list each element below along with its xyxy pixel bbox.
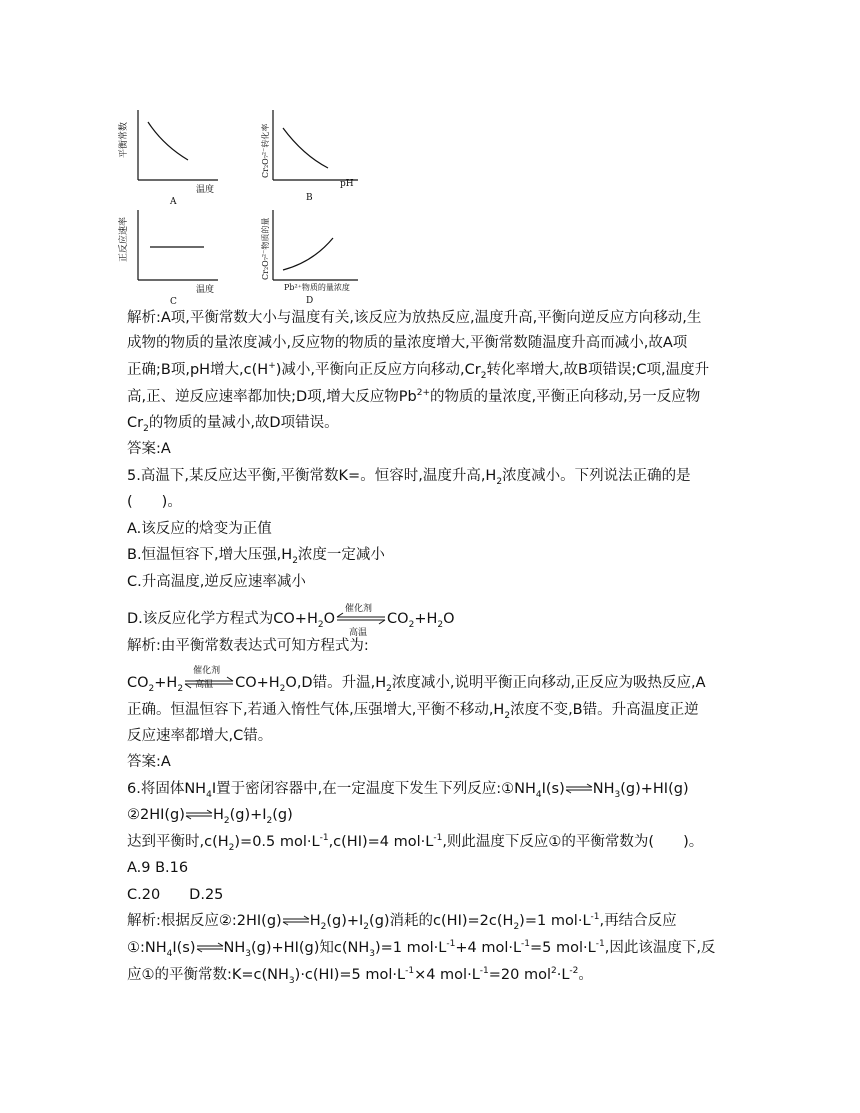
analysis4-line4: 高,正、逆反应速率都加快;D项,增大反应物$Pb^{2+}$的物质的量浓度,平衡正向移动,另一反应物: [127, 388, 701, 405]
answer5: 答案:A: [127, 754, 171, 770]
q6-stem-line3: 达到平衡时$,c(H_2)=0.5$ $mol\cdot L^{-1},c(HI)=4$ $mol\cdot L^{-1}$,则此温度下反应①的平衡常数为( )。: [127, 833, 704, 853]
figure-graphs: [118, 100, 368, 308]
q5-option-b: B.恒温恒容下,增大压强$,H_2$浓度一定减小: [127, 547, 385, 566]
q5-stem-line1: 5.高温下,某反应达平衡,平衡常数K=。恒容时,温度升高$,H_2$浓度减小。下列说法正确的是: [127, 468, 691, 487]
equilibrium-arrow-icon: 催化剂 高温: [335, 610, 387, 628]
graph-a-ylabel: 平衡常数: [119, 121, 129, 158]
q6-stem-line2: ②2HI(g) $H_2(g)+I_2(g)$: [127, 807, 293, 826]
graphs-svg: [118, 100, 368, 308]
graph-c: [118, 210, 218, 307]
graph-c-caption: C: [170, 297, 177, 307]
analysis4-line5: $Cr_2$的物质的量减小,故D项错误。: [127, 415, 339, 434]
graph-c-xlabel: 温度: [196, 285, 215, 295]
q6-analysis-line1: 解析:根据反应②:2HI(g) $H_2(g)+I_2(g)$消耗的$c(HI)=2c(H_2)=1$ $mol\cdot L^{-1}$,再结合反应: [127, 912, 677, 932]
q5-option-c: C.升高温度,逆反应速率减小: [127, 574, 306, 590]
curve-a: [148, 122, 188, 160]
graph-d: [260, 210, 358, 306]
curve-b: [283, 128, 328, 168]
graph-d-caption: D: [306, 296, 314, 306]
analysis4-line3: 正确;B项,pH增大,c(H+)减小,平衡向正反应方向移动$,Cr_2$转化率增大,故B项错误;C项,温度升: [127, 361, 710, 381]
graph-d-ylabel: Cr₂O₇²⁻物质的量: [261, 217, 270, 280]
equilibrium-arrow-icon: [196, 941, 224, 955]
graph-a-caption: A: [170, 197, 177, 207]
equilibrium-arrow-icon: [185, 808, 213, 822]
analysis4-line2: 成物的物质的量浓度减小,反应物的物质的量浓度增大,平衡常数随温度升高而减小,故A项: [127, 335, 688, 351]
graph-b-caption: B: [306, 193, 313, 203]
q5-option-a: A.该反应的焓变为正值: [127, 521, 272, 537]
q6-stem-line1: 6.将固体$NH_4I$置于密闭容器中,在一定温度下发生下列反应$:①NH_4I(s)$ $NH_3(g)+HI(g)$: [127, 781, 689, 800]
graph-b: [260, 110, 358, 203]
graph-d-xlabel: Pb²⁺物质的量浓度: [284, 283, 350, 292]
analysis4-line1: 解析:A项,平衡常数大小与温度有关,该反应为放热反应,温度升高,平衡向逆反应方向移动,生: [127, 310, 702, 326]
q5-analysis-line2: $CO_2+H_2$ 催化剂 高温 $CO+H_2O,D$错。升温$,H_2$浓度减小,说明平衡正向移动,正反应为吸热反应,A: [127, 666, 706, 694]
graph-a-xlabel: 温度: [196, 185, 215, 195]
graph-b-xlabel: pH: [340, 179, 354, 189]
graph-b-ylabel: Cr₂O₇²⁻转化率: [261, 123, 270, 178]
curve-d: [283, 238, 333, 270]
answer4: 答案:A: [127, 441, 171, 457]
graph-c-ylabel: 正反应速率: [119, 216, 129, 262]
equilibrium-arrow-icon: [282, 914, 310, 928]
q5-analysis-line1: 解析:由平衡常数表达式可知方程式为:: [127, 638, 369, 654]
q5-option-d: D.该反应化学方程式为$CO+H_2O$ 催化剂 高温 $CO_2+H_2O$: [127, 604, 455, 638]
graph-a: [118, 110, 218, 207]
equilibrium-arrow-icon: 催化剂 高温: [183, 674, 235, 692]
q5-analysis-line4: 反应速率都增大,C错。: [127, 728, 273, 744]
equilibrium-arrow-icon: [565, 782, 593, 796]
q6-options-cd: C.20 D.25: [127, 887, 224, 903]
q6-analysis-line3: 应①的平衡常数$:K=c(NH_3)\cdot c(HI)=5$ $mol\cdot L^{-1}\times 4$ $mol\cdot L^{-1}=20$ $mol^2\cdot L^{-2}$。: [127, 966, 593, 986]
q6-analysis-line2: $①:NH_4I(s)$ $NH_3(g)+HI(g)$知$c(NH_3)=1$ $mol\cdot L^{-1}+4$ $mol\cdot L^{-1}=5$ $mol\cdot L^{-1}$,因此该温度下,反: [127, 939, 716, 959]
q6-options-ab: A.9 B.16: [127, 860, 189, 876]
q5-analysis-line3: 正确。恒温恒容下,若通入惰性气体,压强增大,平衡不移动$,H_2$浓度不变,B错。升高温度正逆: [127, 702, 699, 721]
q5-stem-line2: ( )。: [127, 494, 182, 510]
